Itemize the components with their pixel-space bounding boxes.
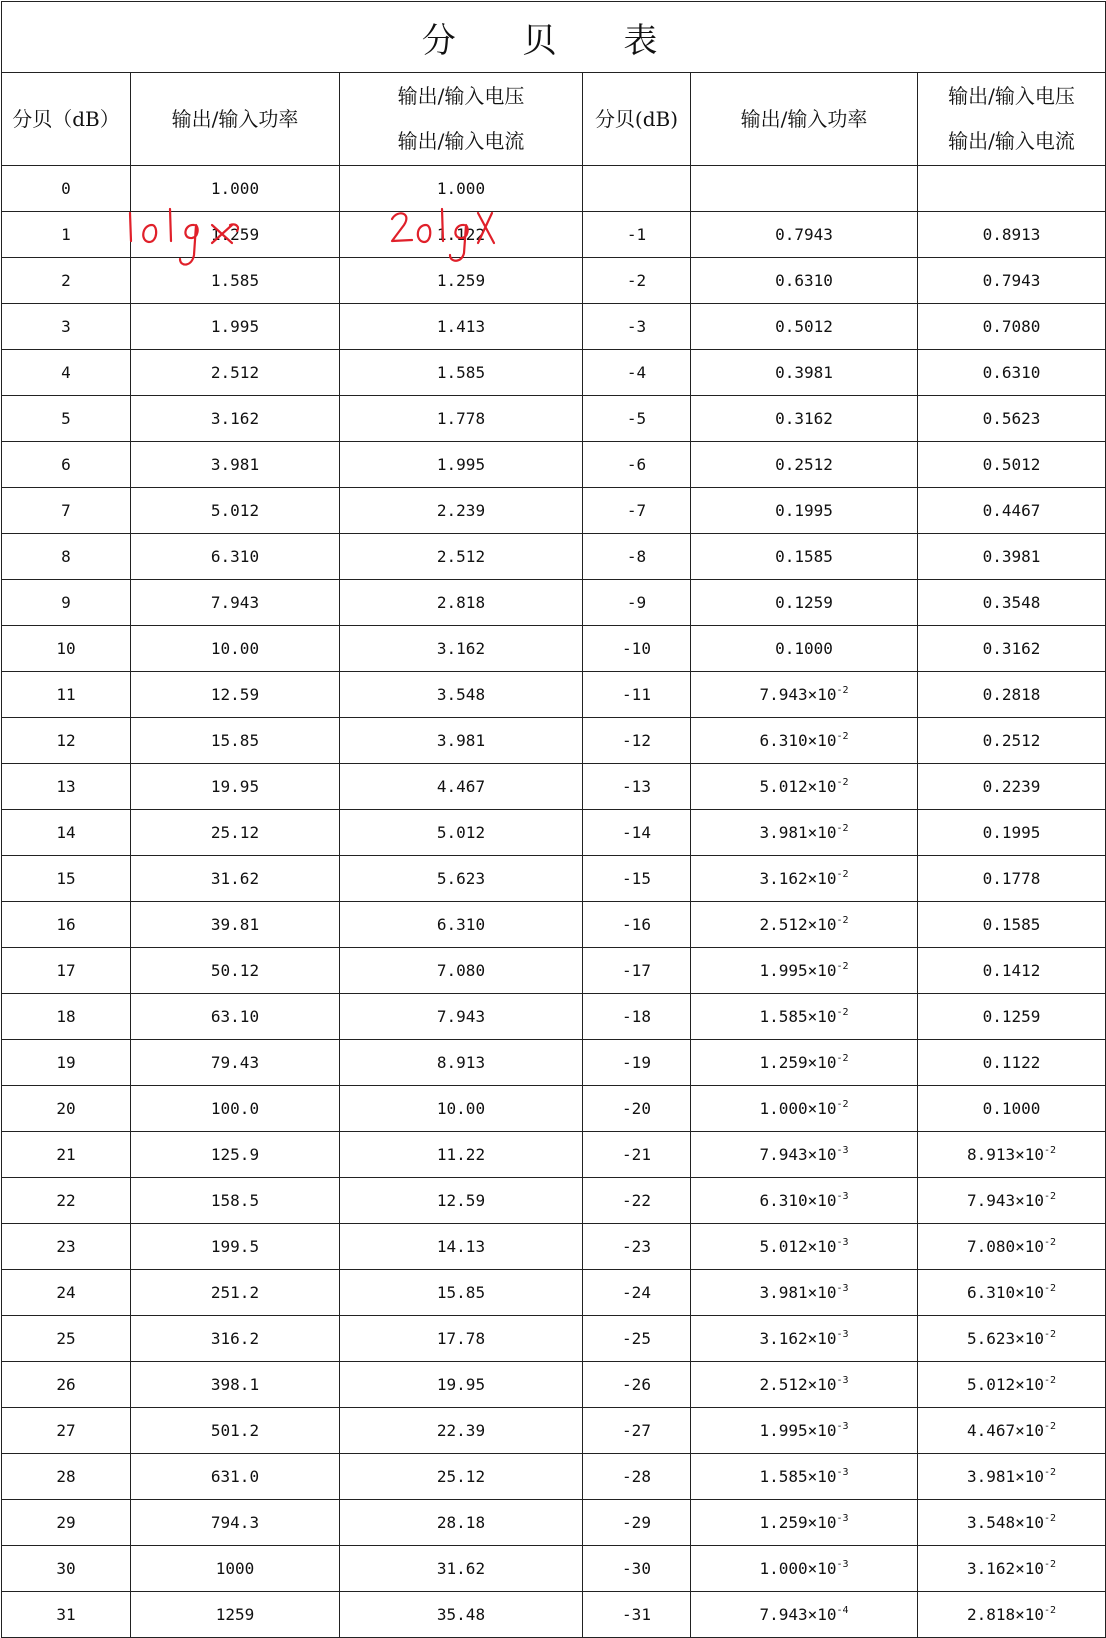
cell-db: 30 bbox=[2, 1546, 131, 1592]
cell-voltage-ratio: 5.012 bbox=[340, 810, 583, 856]
cell-power-ratio-negative: $3.981\times 10^{-2}$ bbox=[691, 810, 918, 856]
cell-power-ratio-negative: $1.259\times 10^{-2}$ bbox=[691, 1040, 918, 1086]
cell-db-negative: -20 bbox=[583, 1086, 691, 1132]
cell-power-ratio-negative: 0.5012 bbox=[691, 304, 918, 350]
table-row bbox=[2, 304, 1106, 350]
cell-db-negative: -22 bbox=[583, 1178, 691, 1224]
cell-voltage-ratio-negative: $3.981\times 10^{-2}$ bbox=[918, 1454, 1106, 1500]
cell-db: 4 bbox=[2, 350, 131, 396]
header-voltage-current bbox=[340, 73, 583, 166]
cell-db: 6 bbox=[2, 442, 131, 488]
cell-db-negative: -4 bbox=[583, 350, 691, 396]
table-row bbox=[2, 672, 1106, 718]
header-voltage: 输出/输入电压 bbox=[397, 84, 525, 108]
cell-voltage-ratio: 1.995 bbox=[340, 442, 583, 488]
cell-db: 10 bbox=[2, 626, 131, 672]
cell-power-ratio-negative: 0.1995 bbox=[691, 488, 918, 534]
cell-voltage-ratio-negative: $5.623\times 10^{-2}$ bbox=[918, 1316, 1106, 1362]
cell-db-negative: -13 bbox=[583, 764, 691, 810]
table-row bbox=[2, 258, 1106, 304]
table-row bbox=[2, 1086, 1106, 1132]
cell-power-ratio-negative bbox=[691, 166, 918, 212]
cell-voltage-ratio: 4.467 bbox=[340, 764, 583, 810]
cell-power-ratio-negative: 0.2512 bbox=[691, 442, 918, 488]
cell-db-negative: -2 bbox=[583, 258, 691, 304]
cell-power-ratio-negative: $1.585\times 10^{-3}$ bbox=[691, 1454, 918, 1500]
cell-db: 9 bbox=[2, 580, 131, 626]
cell-db-negative: -16 bbox=[583, 902, 691, 948]
cell-db-negative: -7 bbox=[583, 488, 691, 534]
cell-power-ratio-negative: $2.512\times 10^{-2}$ bbox=[691, 902, 918, 948]
cell-power-ratio-negative: $3.981\times 10^{-3}$ bbox=[691, 1270, 918, 1316]
cell-voltage-ratio: 2.818 bbox=[340, 580, 583, 626]
table-row bbox=[2, 856, 1106, 902]
table-row bbox=[2, 626, 1106, 672]
cell-db: 16 bbox=[2, 902, 131, 948]
cell-db-negative: -1 bbox=[583, 212, 691, 258]
cell-db: 15 bbox=[2, 856, 131, 902]
cell-voltage-ratio: 1.778 bbox=[340, 396, 583, 442]
cell-power-ratio: 125.9 bbox=[131, 1132, 340, 1178]
cell-power-ratio-negative: 0.6310 bbox=[691, 258, 918, 304]
cell-voltage-ratio-negative: 0.7943 bbox=[918, 258, 1106, 304]
cell-power-ratio: 316.2 bbox=[131, 1316, 340, 1362]
cell-db: 14 bbox=[2, 810, 131, 856]
cell-db-negative: -27 bbox=[583, 1408, 691, 1454]
cell-power-ratio-negative: $1.995\times 10^{-2}$ bbox=[691, 948, 918, 994]
cell-db: 2 bbox=[2, 258, 131, 304]
cell-voltage-ratio: 17.78 bbox=[340, 1316, 583, 1362]
cell-db-negative: -29 bbox=[583, 1500, 691, 1546]
cell-db-negative: -14 bbox=[583, 810, 691, 856]
cell-db: 5 bbox=[2, 396, 131, 442]
cell-voltage-ratio-negative: 0.1585 bbox=[918, 902, 1106, 948]
table-row bbox=[2, 1132, 1106, 1178]
cell-db: 28 bbox=[2, 1454, 131, 1500]
cell-voltage-ratio: 1.122 bbox=[340, 212, 583, 258]
cell-db-negative: -5 bbox=[583, 396, 691, 442]
cell-power-ratio: 31.62 bbox=[131, 856, 340, 902]
header-power-negative: 输出/输入功率 bbox=[691, 73, 918, 166]
cell-db: 0 bbox=[2, 166, 131, 212]
cell-voltage-ratio-negative: 0.1995 bbox=[918, 810, 1106, 856]
cell-db: 1 bbox=[2, 212, 131, 258]
cell-voltage-ratio: 19.95 bbox=[340, 1362, 583, 1408]
table-row bbox=[2, 534, 1106, 580]
cell-power-ratio: 25.12 bbox=[131, 810, 340, 856]
cell-voltage-ratio: 12.59 bbox=[340, 1178, 583, 1224]
cell-voltage-ratio: 31.62 bbox=[340, 1546, 583, 1592]
cell-voltage-ratio: 25.12 bbox=[340, 1454, 583, 1500]
cell-db: 22 bbox=[2, 1178, 131, 1224]
cell-voltage-ratio-negative: 0.2239 bbox=[918, 764, 1106, 810]
cell-voltage-ratio-negative: 0.1000 bbox=[918, 1086, 1106, 1132]
header-db: 分贝（dB） bbox=[2, 73, 131, 166]
cell-voltage-ratio-negative: $7.943\times 10^{-2}$ bbox=[918, 1178, 1106, 1224]
title-row bbox=[2, 2, 1106, 73]
table-row bbox=[2, 212, 1106, 258]
header-row bbox=[2, 73, 1106, 166]
cell-power-ratio: 63.10 bbox=[131, 994, 340, 1040]
cell-voltage-ratio-negative: $8.913\times 10^{-2}$ bbox=[918, 1132, 1106, 1178]
cell-voltage-ratio: 11.22 bbox=[340, 1132, 583, 1178]
header-voltage-negative: 输出/输入电压 bbox=[948, 84, 1075, 108]
cell-power-ratio: 3.981 bbox=[131, 442, 340, 488]
cell-power-ratio: 2.512 bbox=[131, 350, 340, 396]
cell-voltage-ratio: 2.239 bbox=[340, 488, 583, 534]
cell-voltage-ratio-negative: 0.1122 bbox=[918, 1040, 1106, 1086]
table-row bbox=[2, 166, 1106, 212]
cell-db-negative: -12 bbox=[583, 718, 691, 764]
table-row bbox=[2, 1040, 1106, 1086]
cell-power-ratio: 6.310 bbox=[131, 534, 340, 580]
cell-power-ratio: 50.12 bbox=[131, 948, 340, 994]
cell-voltage-ratio-negative: 0.8913 bbox=[918, 212, 1106, 258]
cell-db-negative: -23 bbox=[583, 1224, 691, 1270]
cell-voltage-ratio: 14.13 bbox=[340, 1224, 583, 1270]
cell-voltage-ratio-negative: 0.3162 bbox=[918, 626, 1106, 672]
cell-voltage-ratio-negative: 0.4467 bbox=[918, 488, 1106, 534]
cell-db: 21 bbox=[2, 1132, 131, 1178]
cell-voltage-ratio: 22.39 bbox=[340, 1408, 583, 1454]
cell-voltage-ratio: 15.85 bbox=[340, 1270, 583, 1316]
cell-voltage-ratio-negative: 0.1259 bbox=[918, 994, 1106, 1040]
cell-power-ratio: 1259 bbox=[131, 1592, 340, 1638]
header-power: 输出/输入功率 bbox=[131, 73, 340, 166]
cell-power-ratio: 1.995 bbox=[131, 304, 340, 350]
table-row bbox=[2, 488, 1106, 534]
cell-voltage-ratio: 1.259 bbox=[340, 258, 583, 304]
cell-power-ratio-negative: 0.1585 bbox=[691, 534, 918, 580]
table-title: 分 贝 表 bbox=[2, 2, 1106, 73]
cell-power-ratio-negative: 0.3162 bbox=[691, 396, 918, 442]
cell-voltage-ratio-negative: 0.5623 bbox=[918, 396, 1106, 442]
table-row bbox=[2, 1454, 1106, 1500]
cell-voltage-ratio-negative: $3.548\times 10^{-2}$ bbox=[918, 1500, 1106, 1546]
cell-power-ratio-negative: $5.012\times 10^{-3}$ bbox=[691, 1224, 918, 1270]
decibel-table bbox=[1, 1, 1106, 1638]
header-current: 输出/输入电流 bbox=[397, 129, 525, 153]
cell-voltage-ratio-negative: 0.1412 bbox=[918, 948, 1106, 994]
cell-power-ratio: 251.2 bbox=[131, 1270, 340, 1316]
cell-power-ratio: 501.2 bbox=[131, 1408, 340, 1454]
cell-voltage-ratio: 7.943 bbox=[340, 994, 583, 1040]
cell-power-ratio-negative: 0.1000 bbox=[691, 626, 918, 672]
cell-voltage-ratio: 3.162 bbox=[340, 626, 583, 672]
cell-db: 17 bbox=[2, 948, 131, 994]
cell-db: 12 bbox=[2, 718, 131, 764]
cell-power-ratio: 631.0 bbox=[131, 1454, 340, 1500]
cell-db-negative: -19 bbox=[583, 1040, 691, 1086]
cell-db: 20 bbox=[2, 1086, 131, 1132]
cell-db-negative: -18 bbox=[583, 994, 691, 1040]
cell-db-negative: -10 bbox=[583, 626, 691, 672]
cell-voltage-ratio: 35.48 bbox=[340, 1592, 583, 1638]
cell-db: 13 bbox=[2, 764, 131, 810]
table-row bbox=[2, 1178, 1106, 1224]
cell-voltage-ratio-negative: $2.818\times 10^{-2}$ bbox=[918, 1592, 1106, 1638]
cell-voltage-ratio: 10.00 bbox=[340, 1086, 583, 1132]
cell-voltage-ratio-negative: $6.310\times 10^{-2}$ bbox=[918, 1270, 1106, 1316]
cell-voltage-ratio-negative bbox=[918, 166, 1106, 212]
cell-power-ratio-negative: $1.000\times 10^{-2}$ bbox=[691, 1086, 918, 1132]
cell-voltage-ratio: 8.913 bbox=[340, 1040, 583, 1086]
cell-voltage-ratio: 1.000 bbox=[340, 166, 583, 212]
cell-power-ratio: 1.585 bbox=[131, 258, 340, 304]
table-row bbox=[2, 764, 1106, 810]
cell-power-ratio-negative: $7.943\times 10^{-3}$ bbox=[691, 1132, 918, 1178]
cell-power-ratio-negative: $3.162\times 10^{-3}$ bbox=[691, 1316, 918, 1362]
cell-db: 11 bbox=[2, 672, 131, 718]
table-row bbox=[2, 1546, 1106, 1592]
cell-power-ratio-negative: $3.162\times 10^{-2}$ bbox=[691, 856, 918, 902]
cell-power-ratio-negative: 0.3981 bbox=[691, 350, 918, 396]
cell-db-negative: -17 bbox=[583, 948, 691, 994]
cell-power-ratio: 19.95 bbox=[131, 764, 340, 810]
table-row bbox=[2, 396, 1106, 442]
table-row bbox=[2, 718, 1106, 764]
cell-db-negative: -21 bbox=[583, 1132, 691, 1178]
cell-voltage-ratio-negative: 0.6310 bbox=[918, 350, 1106, 396]
cell-voltage-ratio-negative: 0.1778 bbox=[918, 856, 1106, 902]
cell-voltage-ratio-negative: 0.2512 bbox=[918, 718, 1106, 764]
cell-voltage-ratio-negative: 0.2818 bbox=[918, 672, 1106, 718]
cell-power-ratio: 794.3 bbox=[131, 1500, 340, 1546]
cell-power-ratio: 5.012 bbox=[131, 488, 340, 534]
header-current-negative: 输出/输入电流 bbox=[948, 129, 1075, 153]
table-row bbox=[2, 1500, 1106, 1546]
table-row bbox=[2, 810, 1106, 856]
header-db-negative: 分贝(dB) bbox=[583, 73, 691, 166]
table-row bbox=[2, 1408, 1106, 1454]
cell-voltage-ratio: 3.981 bbox=[340, 718, 583, 764]
cell-db-negative: -26 bbox=[583, 1362, 691, 1408]
header-voltage-current-negative bbox=[918, 73, 1106, 166]
table-row bbox=[2, 994, 1106, 1040]
cell-power-ratio-negative: 0.7943 bbox=[691, 212, 918, 258]
cell-db: 27 bbox=[2, 1408, 131, 1454]
cell-db: 19 bbox=[2, 1040, 131, 1086]
cell-db-negative: -11 bbox=[583, 672, 691, 718]
cell-db: 26 bbox=[2, 1362, 131, 1408]
cell-db: 7 bbox=[2, 488, 131, 534]
cell-voltage-ratio-negative: 0.7080 bbox=[918, 304, 1106, 350]
cell-db: 31 bbox=[2, 1592, 131, 1638]
cell-power-ratio: 7.943 bbox=[131, 580, 340, 626]
cell-voltage-ratio: 5.623 bbox=[340, 856, 583, 902]
cell-db-negative bbox=[583, 166, 691, 212]
cell-power-ratio-negative: $1.259\times 10^{-3}$ bbox=[691, 1500, 918, 1546]
cell-db-negative: -30 bbox=[583, 1546, 691, 1592]
cell-power-ratio-negative: $5.012\times 10^{-2}$ bbox=[691, 764, 918, 810]
cell-power-ratio: 1000 bbox=[131, 1546, 340, 1592]
table-row bbox=[2, 1224, 1106, 1270]
cell-power-ratio-negative: $7.943\times 10^{-4}$ bbox=[691, 1592, 918, 1638]
table-row bbox=[2, 442, 1106, 488]
cell-voltage-ratio-negative: $3.162\times 10^{-2}$ bbox=[918, 1546, 1106, 1592]
cell-voltage-ratio: 1.413 bbox=[340, 304, 583, 350]
cell-db-negative: -9 bbox=[583, 580, 691, 626]
cell-power-ratio: 199.5 bbox=[131, 1224, 340, 1270]
cell-power-ratio-negative: $6.310\times 10^{-3}$ bbox=[691, 1178, 918, 1224]
cell-power-ratio: 79.43 bbox=[131, 1040, 340, 1086]
cell-db: 24 bbox=[2, 1270, 131, 1316]
cell-db-negative: -6 bbox=[583, 442, 691, 488]
cell-power-ratio: 1.000 bbox=[131, 166, 340, 212]
cell-db: 23 bbox=[2, 1224, 131, 1270]
table-row bbox=[2, 350, 1106, 396]
cell-power-ratio-negative: $1.000\times 10^{-3}$ bbox=[691, 1546, 918, 1592]
cell-power-ratio-negative: $1.585\times 10^{-2}$ bbox=[691, 994, 918, 1040]
cell-db-negative: -31 bbox=[583, 1592, 691, 1638]
table-row bbox=[2, 902, 1106, 948]
cell-voltage-ratio: 1.585 bbox=[340, 350, 583, 396]
table-row bbox=[2, 1316, 1106, 1362]
cell-power-ratio: 1.259 bbox=[131, 212, 340, 258]
cell-voltage-ratio: 7.080 bbox=[340, 948, 583, 994]
cell-db-negative: -8 bbox=[583, 534, 691, 580]
cell-power-ratio: 15.85 bbox=[131, 718, 340, 764]
cell-db: 25 bbox=[2, 1316, 131, 1362]
cell-voltage-ratio-negative: 0.3548 bbox=[918, 580, 1106, 626]
cell-power-ratio-negative: $2.512\times 10^{-3}$ bbox=[691, 1362, 918, 1408]
cell-voltage-ratio-negative: $5.012\times 10^{-2}$ bbox=[918, 1362, 1106, 1408]
cell-power-ratio-negative: $6.310\times 10^{-2}$ bbox=[691, 718, 918, 764]
table-row bbox=[2, 580, 1106, 626]
cell-power-ratio: 3.162 bbox=[131, 396, 340, 442]
cell-power-ratio: 100.0 bbox=[131, 1086, 340, 1132]
table-row bbox=[2, 1362, 1106, 1408]
cell-db: 29 bbox=[2, 1500, 131, 1546]
cell-voltage-ratio: 6.310 bbox=[340, 902, 583, 948]
cell-db: 3 bbox=[2, 304, 131, 350]
cell-voltage-ratio-negative: 0.5012 bbox=[918, 442, 1106, 488]
cell-voltage-ratio: 28.18 bbox=[340, 1500, 583, 1546]
cell-power-ratio: 39.81 bbox=[131, 902, 340, 948]
cell-power-ratio-negative: $7.943\times 10^{-2}$ bbox=[691, 672, 918, 718]
cell-db-negative: -3 bbox=[583, 304, 691, 350]
cell-db: 8 bbox=[2, 534, 131, 580]
cell-power-ratio: 398.1 bbox=[131, 1362, 340, 1408]
cell-voltage-ratio-negative: 0.3981 bbox=[918, 534, 1106, 580]
cell-power-ratio-negative: 0.1259 bbox=[691, 580, 918, 626]
cell-voltage-ratio-negative: $7.080\times 10^{-2}$ bbox=[918, 1224, 1106, 1270]
cell-db-negative: -15 bbox=[583, 856, 691, 902]
table-row bbox=[2, 1270, 1106, 1316]
cell-power-ratio: 10.00 bbox=[131, 626, 340, 672]
table-row bbox=[2, 1592, 1106, 1638]
cell-voltage-ratio: 3.548 bbox=[340, 672, 583, 718]
cell-db-negative: -28 bbox=[583, 1454, 691, 1500]
cell-db: 18 bbox=[2, 994, 131, 1040]
cell-power-ratio: 158.5 bbox=[131, 1178, 340, 1224]
cell-voltage-ratio-negative: $4.467\times 10^{-2}$ bbox=[918, 1408, 1106, 1454]
cell-power-ratio: 12.59 bbox=[131, 672, 340, 718]
cell-voltage-ratio: 2.512 bbox=[340, 534, 583, 580]
cell-db-negative: -24 bbox=[583, 1270, 691, 1316]
cell-power-ratio-negative: $1.995\times 10^{-3}$ bbox=[691, 1408, 918, 1454]
cell-db-negative: -25 bbox=[583, 1316, 691, 1362]
table-row bbox=[2, 948, 1106, 994]
